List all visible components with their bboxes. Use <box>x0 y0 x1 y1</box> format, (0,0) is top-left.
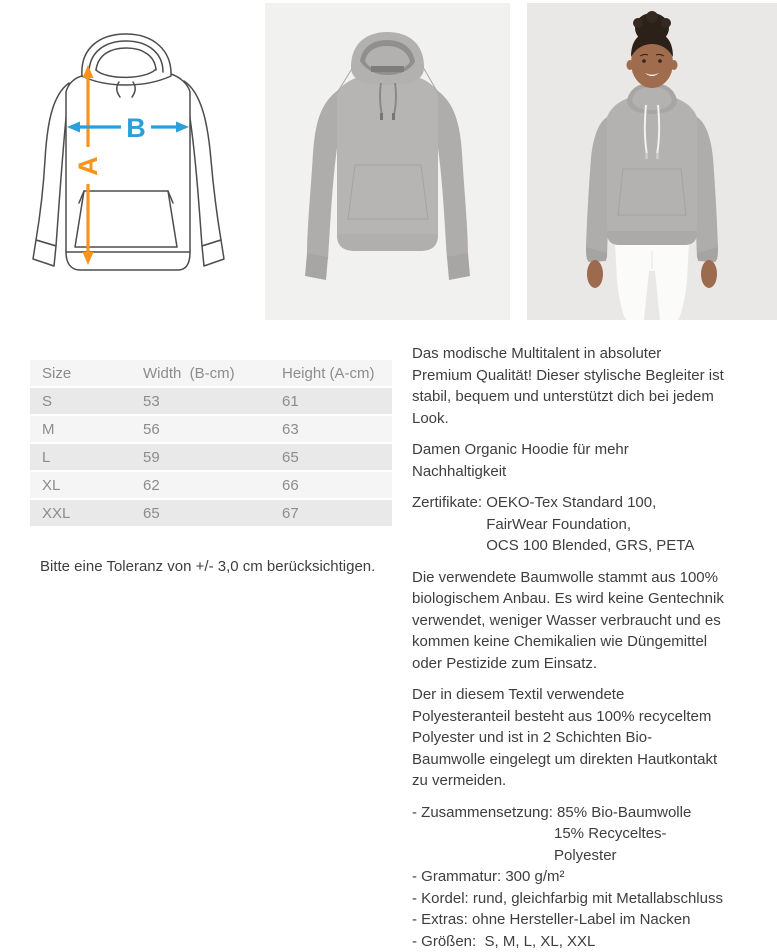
cell-size: M <box>30 416 143 442</box>
label-a: A <box>73 156 103 176</box>
spec-item-sizes: - Größen: S, M, L, XL, XXL <box>412 931 724 952</box>
spec-item-composition-2: 15% Recyceltes-Polyester <box>412 823 724 866</box>
size-table-header-row <box>30 360 392 386</box>
certificate-item: OEKO-Tex Standard 100, <box>486 492 694 514</box>
cell-size: S <box>30 388 143 414</box>
certificate-item: OCS 100 Blended, GRS, PETA <box>486 535 694 557</box>
hoodie-outline <box>33 34 224 270</box>
product-description <box>412 343 724 952</box>
size-table-section <box>30 358 392 528</box>
cell-height: 61 <box>282 388 392 414</box>
product-photo-flat[interactable] <box>265 3 510 320</box>
description-paragraph-sustainability: Damen Organic Hoodie für mehr Nachhaltigkeit <box>412 439 724 482</box>
certificates-list <box>486 492 694 557</box>
table-row <box>30 472 392 498</box>
description-paragraph-polyester: Der in diesem Textil verwendete Polyesteranteil besteht aus 100% recyceltem Polyester und ist in 2 Schichten Bio-Baumwolle eingelegt um direkten Hautkontakt zu vermeiden. <box>412 684 724 792</box>
spec-item-composition: - Zusammensetzung: 85% Bio-Baumwolle <box>412 802 724 824</box>
certificates-block <box>412 492 724 557</box>
table-row <box>30 500 392 526</box>
left-sleeve <box>36 83 69 246</box>
cell-width: 65 <box>143 500 282 526</box>
product-photo-model[interactable] <box>527 3 777 320</box>
spec-item-cord: - Kordel: rund, gleichfarbig mit Metallabschluss <box>412 888 724 910</box>
header-size: Size <box>30 360 143 386</box>
certificate-item: FairWear Foundation, <box>486 514 694 536</box>
cell-size: XXL <box>30 500 143 526</box>
spec-item-grammage: - Grammatur: 300 g/m² <box>412 866 724 888</box>
cell-width: 53 <box>143 388 282 414</box>
label-b: B <box>126 113 146 143</box>
table-row <box>30 444 392 470</box>
hoodie-measurement-diagram <box>0 0 260 320</box>
cell-size: XL <box>30 472 143 498</box>
tolerance-note: Bitte eine Toleranz von +/- 3,0 cm berücksichtigen. <box>40 556 375 577</box>
cell-height: 65 <box>282 444 392 470</box>
table-row <box>30 388 392 414</box>
cell-width: 56 <box>143 416 282 442</box>
description-paragraph-cotton: Die verwendete Baumwolle stammt aus 100% biologischem Anbau. Es wird keine Gentechnik verwendet, weniger Wasser verbraucht und es kommen keine Chemikalien wie Düngemittel oder Pestizide zum Einsatz. <box>412 567 724 675</box>
spec-item-extras: - Extras: ohne Hersteller-Label im Nacken <box>412 909 724 931</box>
table-row <box>30 416 392 442</box>
header-width: Width (B-cm) <box>143 360 282 386</box>
cell-width: 59 <box>143 444 282 470</box>
cell-height: 63 <box>282 416 392 442</box>
cell-height: 67 <box>282 500 392 526</box>
certificates-label: Zertifikate: <box>412 492 486 557</box>
description-paragraph-intro: Das modische Multitalent in absoluter Premium Qualität! Dieser stylische Begleiter ist stabil, bequem und unterstützt dich bei jedem Look. <box>412 343 724 429</box>
header-height: Height (A-cm) <box>282 360 392 386</box>
spec-list <box>412 802 724 952</box>
size-table <box>30 358 392 528</box>
kangaroo-pocket <box>75 191 177 247</box>
cell-size: L <box>30 444 143 470</box>
cell-height: 66 <box>282 472 392 498</box>
cell-width: 62 <box>143 472 282 498</box>
